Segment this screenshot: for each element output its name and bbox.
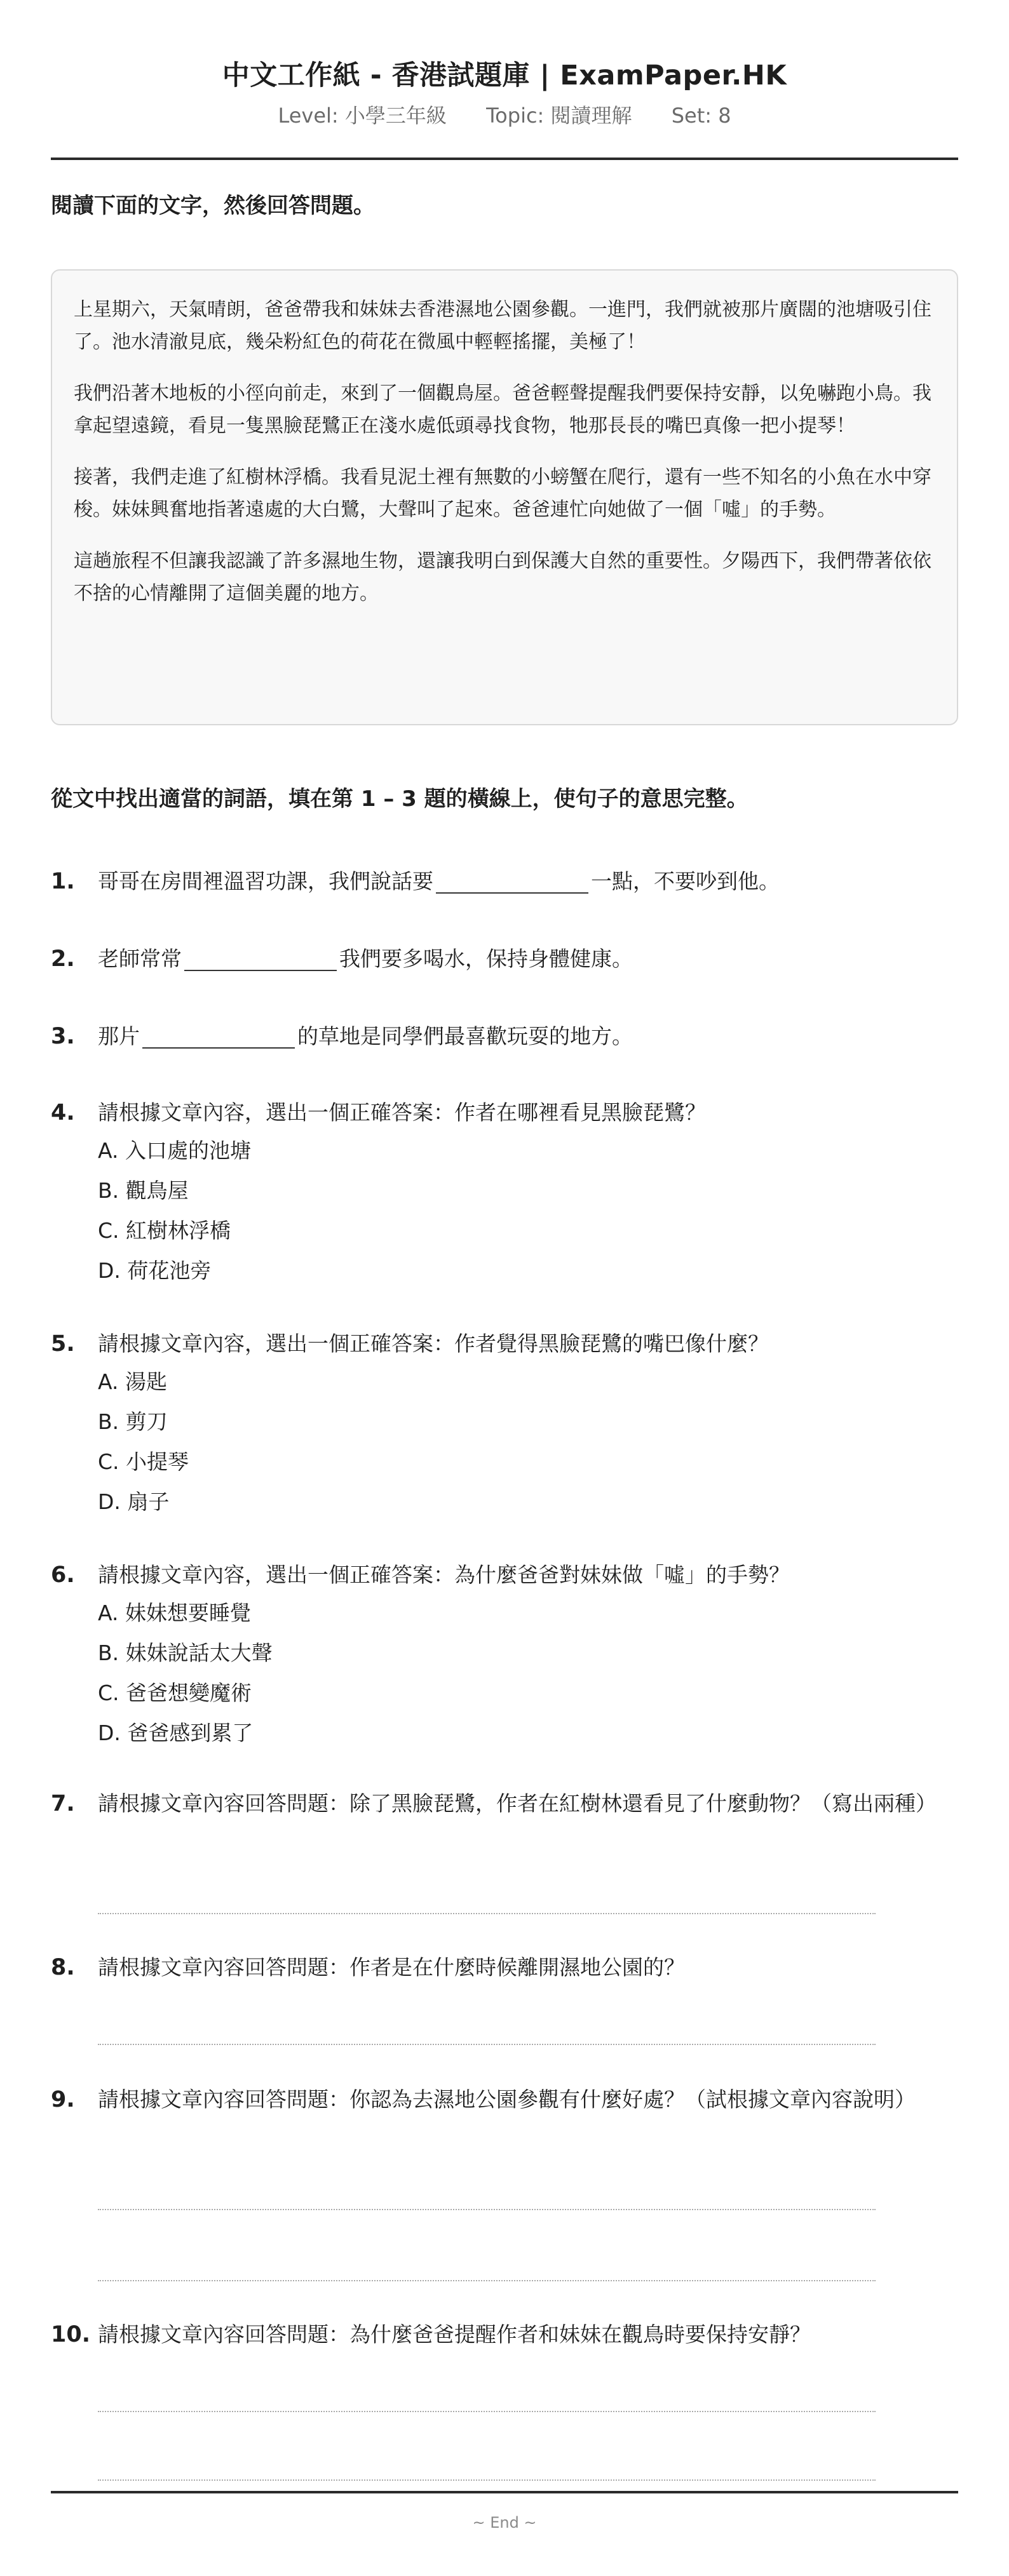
worksheet-header	[51, 56, 958, 130]
question-prompt: 請根據文章內容回答問題：你認為去濕地公園參觀有什麼好處？（試根據文章內容說明）	[98, 2087, 916, 2112]
option-b[interactable]: B. 觀鳥屋	[98, 1178, 189, 1203]
question-2	[51, 941, 958, 977]
question-3	[51, 1019, 958, 1054]
option-c[interactable]: C. 紅樹林浮橋	[98, 1218, 231, 1243]
question-number: 5.	[51, 1331, 75, 1357]
question-prompt: 請根據文章內容，選出一個正確答案：為什麼爸爸對妹妹做「噓」的手勢？	[98, 1562, 790, 1587]
question-prompt: 請根據文章內容回答問題：作者是在什麼時候離開濕地公園的？	[98, 1955, 685, 1980]
passage-paragraph: 接著，我們走進了紅樹林浮橋。我看見泥土裡有無數的小螃蟹在爬行，還有一些不知名的小魚在水中穿梭。妹妹興奮地指著遠處的大白鷺，大聲叫了起來。爸爸連忙向她做了一個「噓」的手勢。	[74, 466, 931, 521]
question-prompt: 請根據文章內容，選出一個正確答案：作者在哪裡看見黑臉琵鷺？	[98, 1100, 706, 1125]
question-5	[51, 1326, 958, 1522]
question-prompt: 請根據文章內容回答問題：為什麼爸爸提醒作者和妹妹在觀鳥時要保持安靜？	[98, 2322, 811, 2347]
option-c[interactable]: C. 小提琴	[98, 1449, 189, 1474]
question-number: 7.	[51, 1791, 75, 1816]
passage-paragraph: 我們沿著木地板的小徑向前走，來到了一個觀鳥屋。爸爸輕聲提醒我們要保持安靜，以免嚇跑小鳥。我拿起望遠鏡，看見一隻黑臉琵鷺正在淺水處低頭尋找食物，牠那長長的嘴巴真像一把小提琴！	[74, 382, 931, 437]
passage-paragraph: 這趟旅程不但讓我認識了許多濕地生物，還讓我明白到保護大自然的重要性。夕陽西下，我們帶著依依不捨的心情離開了這個美麗的地方。	[74, 550, 931, 605]
option-b[interactable]: B. 妹妹說話太大聲	[98, 1640, 273, 1665]
option-d[interactable]: D. 爸爸感到累了	[98, 1721, 254, 1745]
question-text-before: 那片	[98, 1024, 140, 1049]
question-number: 10.	[51, 2322, 91, 2347]
question-prompt: 請根據文章內容回答問題：除了黑臉琵鷺，作者在紅樹林還看見了什麼動物？（寫出兩種）	[98, 1791, 937, 1816]
answer-line[interactable]	[98, 2280, 876, 2281]
question-8	[51, 1950, 958, 1985]
question-number: 8.	[51, 1955, 75, 1980]
question-number: 2.	[51, 946, 75, 972]
option-a[interactable]: A. 湯匙	[98, 1369, 167, 1394]
question-7	[51, 1786, 958, 1821]
level-label: Level: 小學三年級	[278, 104, 447, 128]
reading-instruction: 閱讀下面的文字，然後回答問題。	[51, 193, 375, 218]
option-c[interactable]: C. 爸爸想變魔術	[98, 1680, 252, 1705]
answer-line[interactable]	[98, 2411, 876, 2412]
question-text-after: 的草地是同學們最喜歡玩耍的地方。	[297, 1024, 633, 1049]
question-number: 1.	[51, 869, 75, 894]
option-a[interactable]: A. 妹妹想要睡覺	[98, 1600, 251, 1625]
fill-in-instruction: 從文中找出適當的詞語，填在第 1 – 3 題的橫線上，使句子的意思完整。	[51, 786, 748, 812]
end-marker: ~ End ~	[472, 2514, 537, 2532]
footer-divider	[51, 2491, 958, 2493]
question-4	[51, 1095, 958, 1291]
answer-line[interactable]	[98, 2044, 876, 2045]
option-d[interactable]: D. 荷花池旁	[98, 1258, 212, 1283]
question-text-after: 我們要多喝水，保持身體健康。	[339, 946, 633, 971]
question-number: 9.	[51, 2087, 75, 2112]
reading-passage	[51, 269, 958, 725]
topic-label: Topic: 閱讀理解	[486, 104, 632, 128]
answer-blank[interactable]	[436, 892, 588, 894]
header-divider	[51, 158, 958, 160]
question-10	[51, 2317, 958, 2352]
question-text-after: 一點，不要吵到他。	[591, 869, 780, 894]
option-a[interactable]: A. 入口處的池塘	[98, 1138, 251, 1163]
question-9	[51, 2082, 958, 2117]
question-prompt: 請根據文章內容，選出一個正確答案：作者覺得黑臉琵鷺的嘴巴像什麼？	[98, 1331, 769, 1356]
question-text-before: 哥哥在房間裡溫習功課，我們說話要	[98, 869, 433, 894]
set-label: Set: 8	[671, 104, 731, 128]
answer-blank[interactable]	[184, 970, 337, 971]
option-b[interactable]: B. 剪刀	[98, 1409, 168, 1434]
question-number: 3.	[51, 1024, 75, 1049]
option-d[interactable]: D. 扇子	[98, 1489, 170, 1514]
answer-line[interactable]	[98, 2209, 876, 2210]
question-1	[51, 864, 958, 899]
question-number: 6.	[51, 1562, 75, 1588]
worksheet-title: 中文工作紙 - 香港試題庫 | ExamPaper.HK	[222, 60, 787, 91]
answer-line[interactable]	[98, 1913, 876, 1914]
answer-line[interactable]	[98, 2479, 876, 2481]
worksheet-meta	[51, 102, 958, 130]
question-6	[51, 1557, 958, 1753]
passage-paragraph: 上星期六，天氣晴朗，爸爸帶我和妹妹去香港濕地公園參觀。一進門，我們就被那片廣闊的池塘吸引住了。池水清澈見底，幾朵粉紅色的荷花在微風中輕輕搖擺，美極了！	[74, 299, 931, 353]
question-number: 4.	[51, 1100, 75, 1125]
answer-blank[interactable]	[142, 1047, 295, 1049]
question-text-before: 老師常常	[98, 946, 182, 971]
